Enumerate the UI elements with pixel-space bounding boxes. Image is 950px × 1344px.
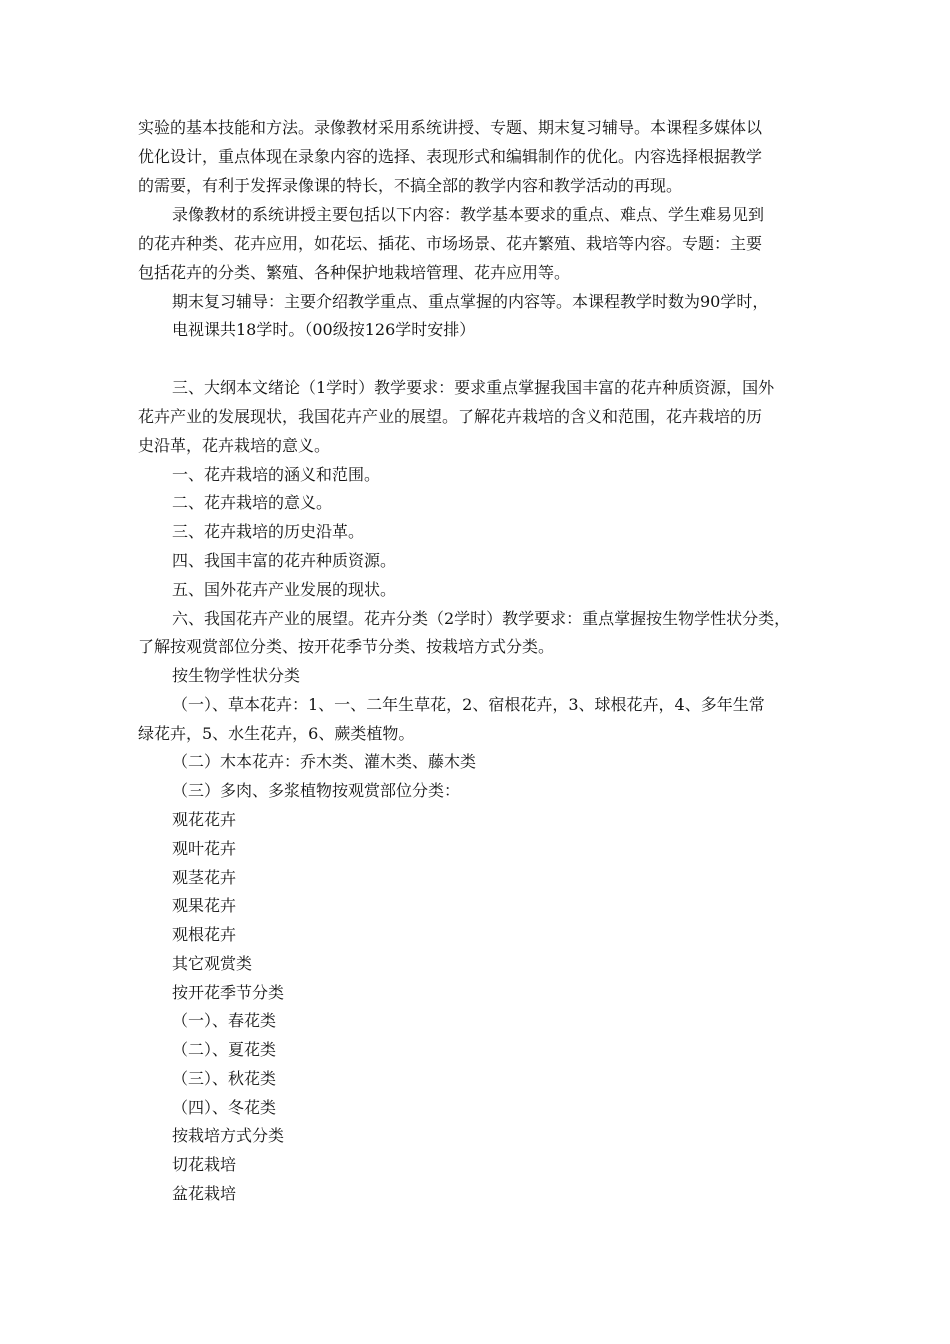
paragraph-line: 实验的基本技能和方法。录像教材采用系统讲授、专题、期末复习辅导。本课程多媒体以 (138, 118, 763, 137)
list-item: 六、我国花卉产业的展望。花卉分类（2学时）教学要求：重点掌握按生物学性状分类， (172, 609, 791, 628)
list-item: 观果花卉 (172, 896, 237, 915)
list-item: （四）、冬花类 (172, 1098, 277, 1117)
list-item: 一、花卉栽培的涵义和范围。 (172, 465, 381, 484)
list-item: 切花栽培 (172, 1155, 237, 1174)
list-item: （二）木本花卉：乔木类、灌木类、藤木类 (172, 752, 477, 771)
section-heading: 按开花季节分类 (172, 983, 285, 1002)
list-item: 其它观赏类 (172, 954, 253, 973)
paragraph-line: 包括花卉的分类、繁殖、各种保护地栽培管理、花卉应用等。 (138, 263, 571, 282)
paragraph-line: 的花卉种类、花卉应用，如花坛、插花、市场场景、花卉繁殖、栽培等内容。专题：主要 (138, 234, 763, 253)
paragraph-line: 优化设计，重点体现在录象内容的选择、表现形式和编辑制作的优化。内容选择根据教学 (138, 147, 763, 166)
list-item: 二、花卉栽培的意义。 (172, 493, 333, 512)
list-item: 观叶花卉 (172, 839, 237, 858)
paragraph-line: 电视课共18学时。（00级按126学时安排） (172, 320, 476, 339)
paragraph-line: 了解按观赏部位分类、按开花季节分类、按栽培方式分类。 (138, 637, 555, 656)
paragraph-line: 的需要，有利于发挥录像课的特长，不搞全部的教学内容和教学活动的再现。 (138, 176, 683, 195)
list-item: （三）多肉、多浆植物按观赏部位分类： (172, 781, 461, 800)
paragraph-line: 期末复习辅导：主要介绍教学重点、重点掌握的内容等。本课程教学时数为90学时， (172, 292, 769, 311)
list-item: （一）、草本花卉：1、一、二年生草花，2、宿根花卉，3、球根花卉，4、多年生常 (172, 695, 765, 714)
list-item: 盆花栽培 (172, 1184, 237, 1203)
list-item: 三、花卉栽培的历史沿革。 (172, 522, 365, 541)
section-heading: 按栽培方式分类 (172, 1126, 285, 1145)
list-item: （一）、春花类 (172, 1011, 277, 1030)
paragraph-line: 花卉产业的发展现状，我国花卉产业的展望。了解花卉栽培的含义和范围，花卉栽培的历 (138, 407, 763, 426)
section-heading: 按生物学性状分类 (172, 666, 301, 685)
list-item: 观茎花卉 (172, 868, 237, 887)
list-item: 五、国外花卉产业发展的现状。 (172, 580, 397, 599)
list-item: 观花花卉 (172, 810, 237, 829)
list-item: 观根花卉 (172, 925, 237, 944)
list-item: 四、我国丰富的花卉种质资源。 (172, 551, 397, 570)
list-item: （二）、夏花类 (172, 1040, 277, 1059)
paragraph-line: 三、大纲本文绪论（1学时）教学要求：要求重点掌握我国丰富的花卉种质资源，国外 (172, 378, 775, 397)
paragraph-line: 史沿革，花卉栽培的意义。 (138, 436, 331, 455)
list-item: （三）、秋花类 (172, 1069, 277, 1088)
paragraph-line: 绿花卉，5、水生花卉，6、蕨类植物。 (138, 724, 415, 743)
paragraph-line: 录像教材的系统讲授主要包括以下内容：教学基本要求的重点、难点、学生难易见到 (172, 205, 765, 224)
